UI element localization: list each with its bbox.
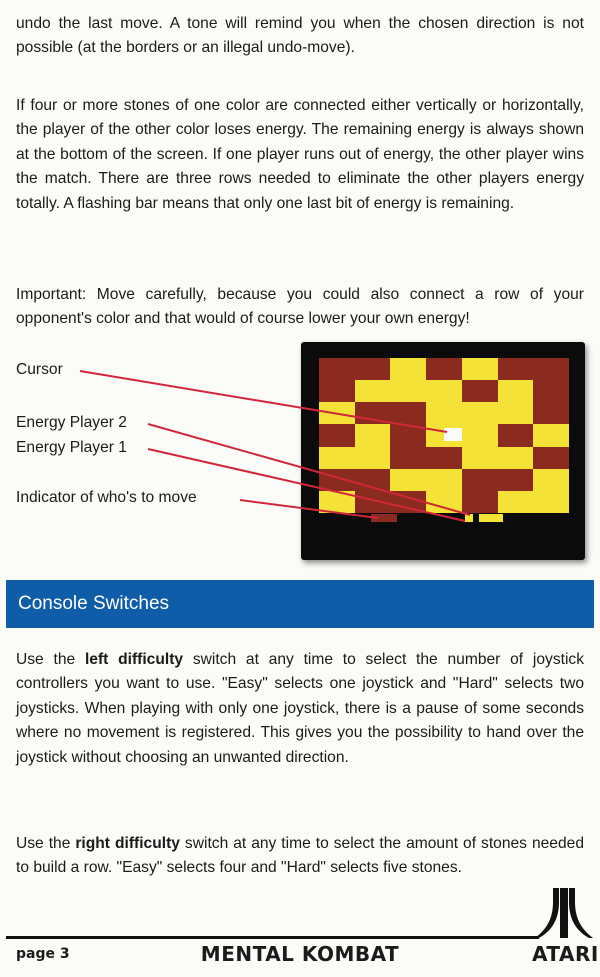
board-cell: [390, 380, 426, 402]
board-cell: [355, 402, 391, 424]
board-cell: [355, 380, 391, 402]
board-cell: [462, 424, 498, 446]
board-cell: [319, 402, 355, 424]
board-cell: [390, 402, 426, 424]
board-cell: [355, 447, 391, 469]
label-energy-player-2: Energy Player 2: [16, 414, 127, 431]
board-cell: [426, 491, 462, 513]
board-cell: [426, 447, 462, 469]
board-cell: [390, 358, 426, 380]
footer-rule: [6, 936, 539, 939]
board-cell: [390, 424, 426, 446]
board-cell: [462, 469, 498, 491]
board-cell: [462, 358, 498, 380]
game-screenshot: [301, 342, 585, 560]
board-cell: [355, 469, 391, 491]
cursor-marker: [444, 428, 462, 441]
board-cell: [426, 402, 462, 424]
bold-right-difficulty: right difficulty: [75, 835, 180, 852]
board-cell: [533, 358, 569, 380]
section-title: Console Switches: [18, 593, 170, 614]
board-cell: [355, 358, 391, 380]
board-cell: [355, 424, 391, 446]
board-cell: [319, 447, 355, 469]
page-number: page 3: [16, 946, 70, 962]
board-cell: [533, 491, 569, 513]
bold-left-difficulty: left difficulty: [84, 651, 184, 668]
board-cell: [462, 380, 498, 402]
board-cell: [426, 380, 462, 402]
paragraph-right-difficulty: Use the right difficulty switch at any time to select the amount of stones needed to build a row. "Easy" selects four and "Hard" selects five stones.: [16, 835, 584, 877]
board-cell: [319, 380, 355, 402]
board-cell: [498, 402, 534, 424]
board-cell: [426, 469, 462, 491]
board-cell: [533, 402, 569, 424]
paragraph-energy-rules: If four or more stones of one color are connected either vertically or horizontally, the player of the other color loses energy. The remaining energy is always shown at the bottom of the screen. If one player runs out of energy, the other player wins the match. There are three rows needed to eliminate the other players energy totally. A flashing bar means that only one last bit of energy is remaining.: [16, 97, 584, 212]
board-cell: [319, 491, 355, 513]
paragraph-undo: undo the last move. A tone will remind you when the chosen direction is not possible (at the borders or an illegal undo-move).: [16, 15, 584, 57]
label-turn-indicator: Indicator of who's to move: [16, 489, 197, 506]
label-cursor: Cursor: [16, 361, 63, 378]
turn-indicator-bar: [465, 514, 473, 522]
label-energy-player-1: Energy Player 1: [16, 439, 127, 456]
board-cell: [462, 402, 498, 424]
board-cell: [498, 424, 534, 446]
board-cell: [533, 424, 569, 446]
section-header: [6, 580, 594, 628]
board-cell: [319, 424, 355, 446]
board-cell: [319, 469, 355, 491]
board-cell: [426, 358, 462, 380]
board-cell: [533, 469, 569, 491]
board-cell: [498, 447, 534, 469]
board-cell: [462, 447, 498, 469]
board-cell: [498, 491, 534, 513]
board-cell: [462, 491, 498, 513]
paragraph-important: Important: Move carefully, because you could also connect a row of your opponent's color and that would of course lower your own energy!: [16, 286, 584, 328]
atari-wordmark: ATARI: [532, 942, 599, 966]
board-cell: [498, 469, 534, 491]
energy-bar-player-1: [371, 514, 397, 522]
board-cell: [319, 358, 355, 380]
energy-bar-player-2: [479, 514, 503, 522]
paragraph-left-difficulty: Use the left difficulty switch at any time to select the number of joystick controllers you want to use. "Easy" selects one joystick and "Hard" selects two joysticks. When playing with only one joystick, there is a pause of some seconds where no movement is registered. This gives you the possibility to hand over the joystick without choosing an unwanted direction.: [16, 651, 585, 766]
board-cell: [498, 380, 534, 402]
footer-game-title: MENTAL KOMBAT: [200, 942, 400, 966]
board-cell: [498, 358, 534, 380]
board-cell: [355, 491, 391, 513]
board-cell: [390, 491, 426, 513]
atari-fuji-logo-icon: [535, 888, 593, 938]
board-cell: [390, 447, 426, 469]
board-cell: [533, 447, 569, 469]
board-cell: [533, 380, 569, 402]
board-cell: [390, 469, 426, 491]
